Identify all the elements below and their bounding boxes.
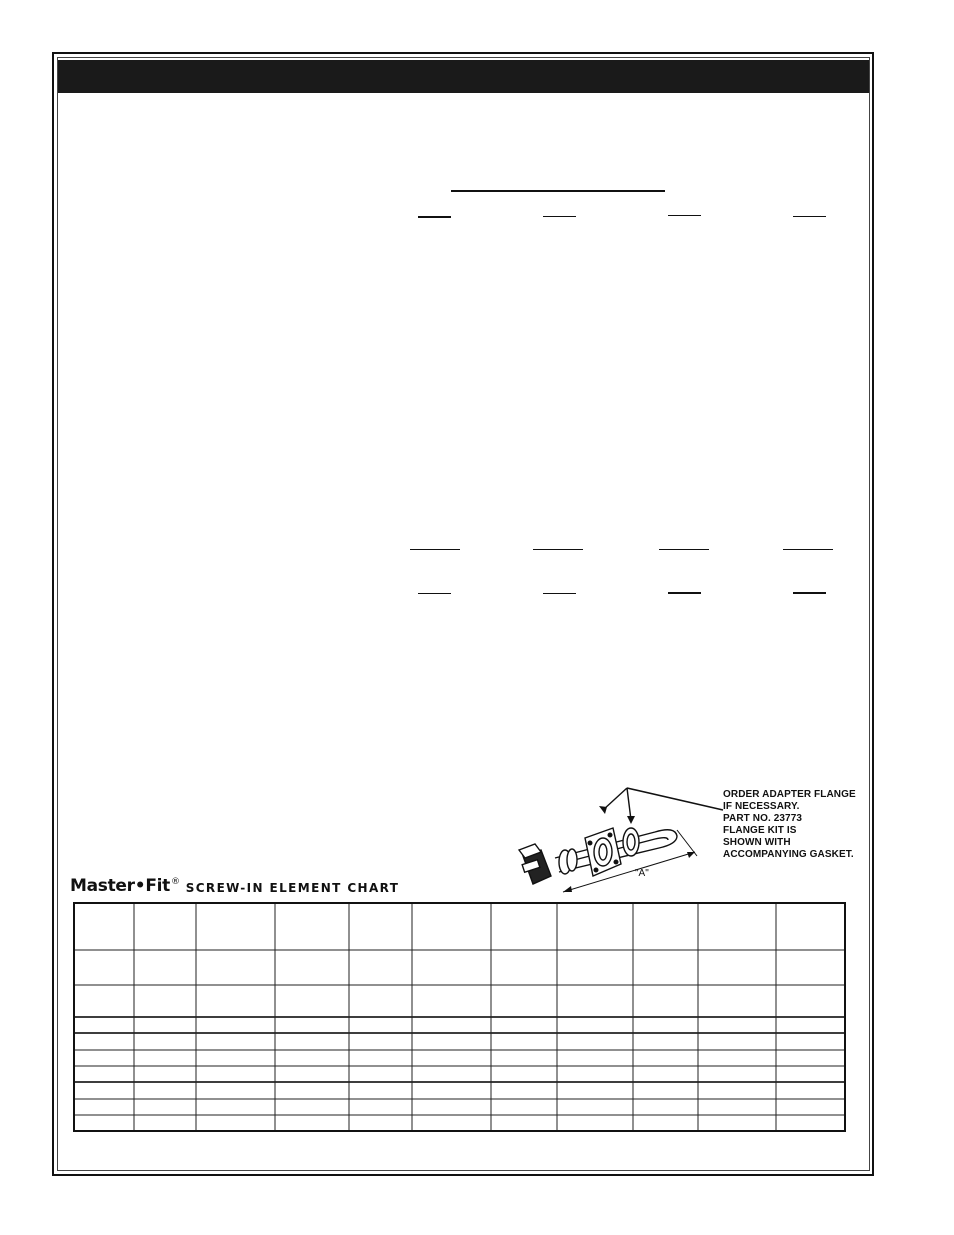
field-rule-2: [543, 216, 576, 217]
field-rule-10: [543, 593, 576, 594]
heading-rule: [451, 190, 665, 192]
brand-name: Master•Fit®: [70, 876, 180, 896]
dimension-label: "A": [635, 868, 649, 879]
field-rule-7: [659, 549, 709, 550]
element-table: [73, 902, 846, 1132]
field-rule-9: [418, 593, 451, 594]
field-rule-12: [793, 592, 826, 594]
table-grid: [75, 904, 844, 1130]
chart-subtitle: SCREW-IN ELEMENT CHART: [185, 881, 400, 895]
field-rule-4: [793, 216, 826, 217]
header-bar: [58, 60, 869, 93]
field-rule-1: [418, 216, 451, 218]
field-rule-8: [783, 549, 833, 550]
field-rule-6: [533, 549, 583, 550]
field-rule-5: [410, 549, 460, 550]
chart-title: [70, 872, 399, 896]
field-rule-11: [668, 592, 701, 594]
flange-callout: ORDER ADAPTER FLANGE IF NECESSARY. PART NO. 23773 FLANGE KIT IS SHOWN WITH ACCOMPANYING GASKET.: [723, 789, 856, 860]
screw-in-element-illustration: [505, 780, 725, 900]
field-rule-3: [668, 215, 701, 216]
